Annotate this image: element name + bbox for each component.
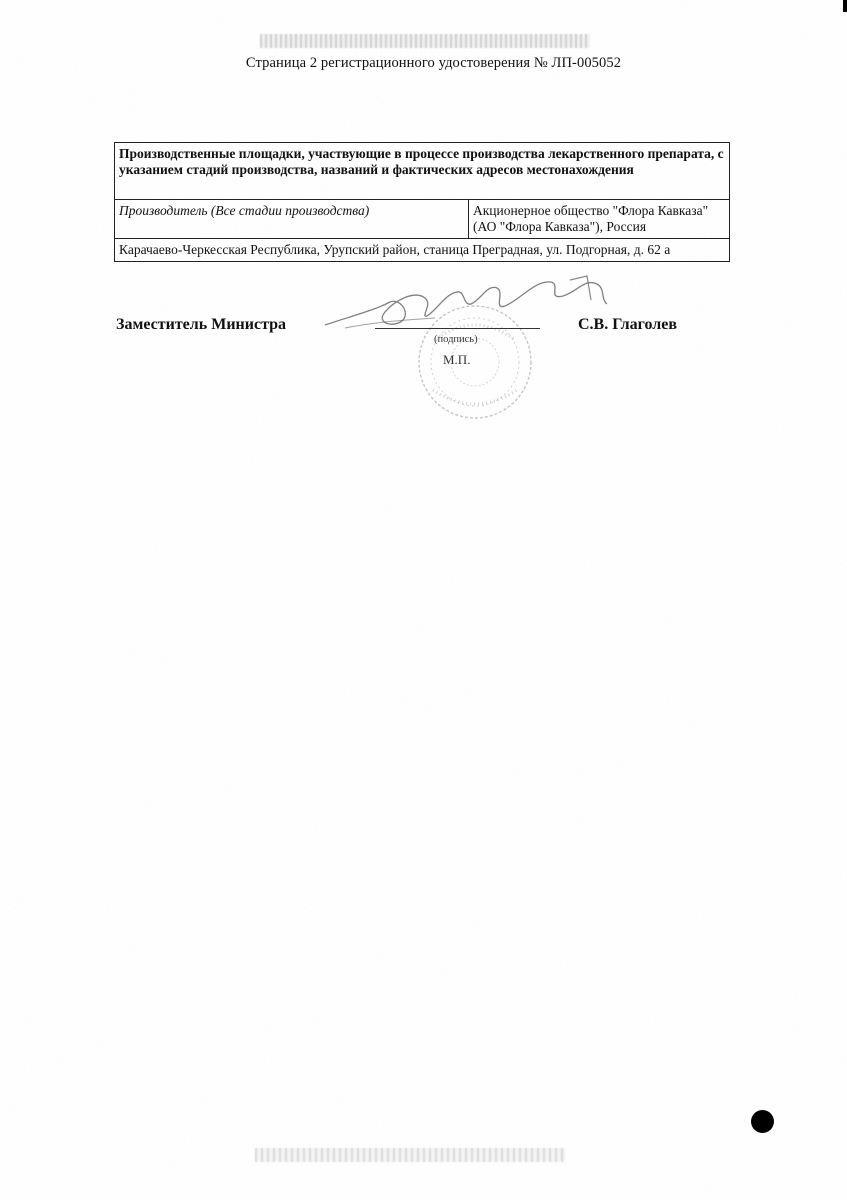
manufacturer-role: Производитель (Все стадии производства) <box>115 200 469 239</box>
production-sites-table <box>114 142 730 262</box>
table-row <box>115 200 730 239</box>
stamp-label: М.П. <box>443 352 471 367</box>
signature-caption: (подпись) <box>434 334 478 345</box>
binder-hole-mark <box>751 1110 774 1133</box>
page-header: Страница 2 регистрационного удостоверения № ЛП-005052 <box>245 55 622 71</box>
production-sites-title: Производственные площадки, участвующие в процессе производства лекарственного препарата, с указанием стадий производства, названий и фактических адресов местонахождения <box>115 143 730 200</box>
manufacturer-name-line1: Акционерное общество "Флора Кавказа" <box>473 203 709 218</box>
manufacturer-address: Карачаево-Черкесская Республика, Урупский район, станица Преградная, ул. Подгорная, д. 62 а <box>115 239 730 262</box>
manufacturer-name-line2: (АО "Флора Кавказа"), Россия <box>473 219 647 234</box>
manufacturer-name <box>469 200 730 239</box>
scan-corner-mark <box>843 0 847 12</box>
handwritten-signature <box>315 270 615 340</box>
scan-smear-top <box>260 34 590 48</box>
table-row <box>115 143 730 200</box>
official-name: С.В. Глаголев <box>578 316 677 333</box>
official-position: Заместитель Министра <box>116 316 287 333</box>
scan-smear-bottom <box>255 1148 565 1162</box>
signature-line <box>375 328 540 329</box>
table-row <box>115 239 730 262</box>
